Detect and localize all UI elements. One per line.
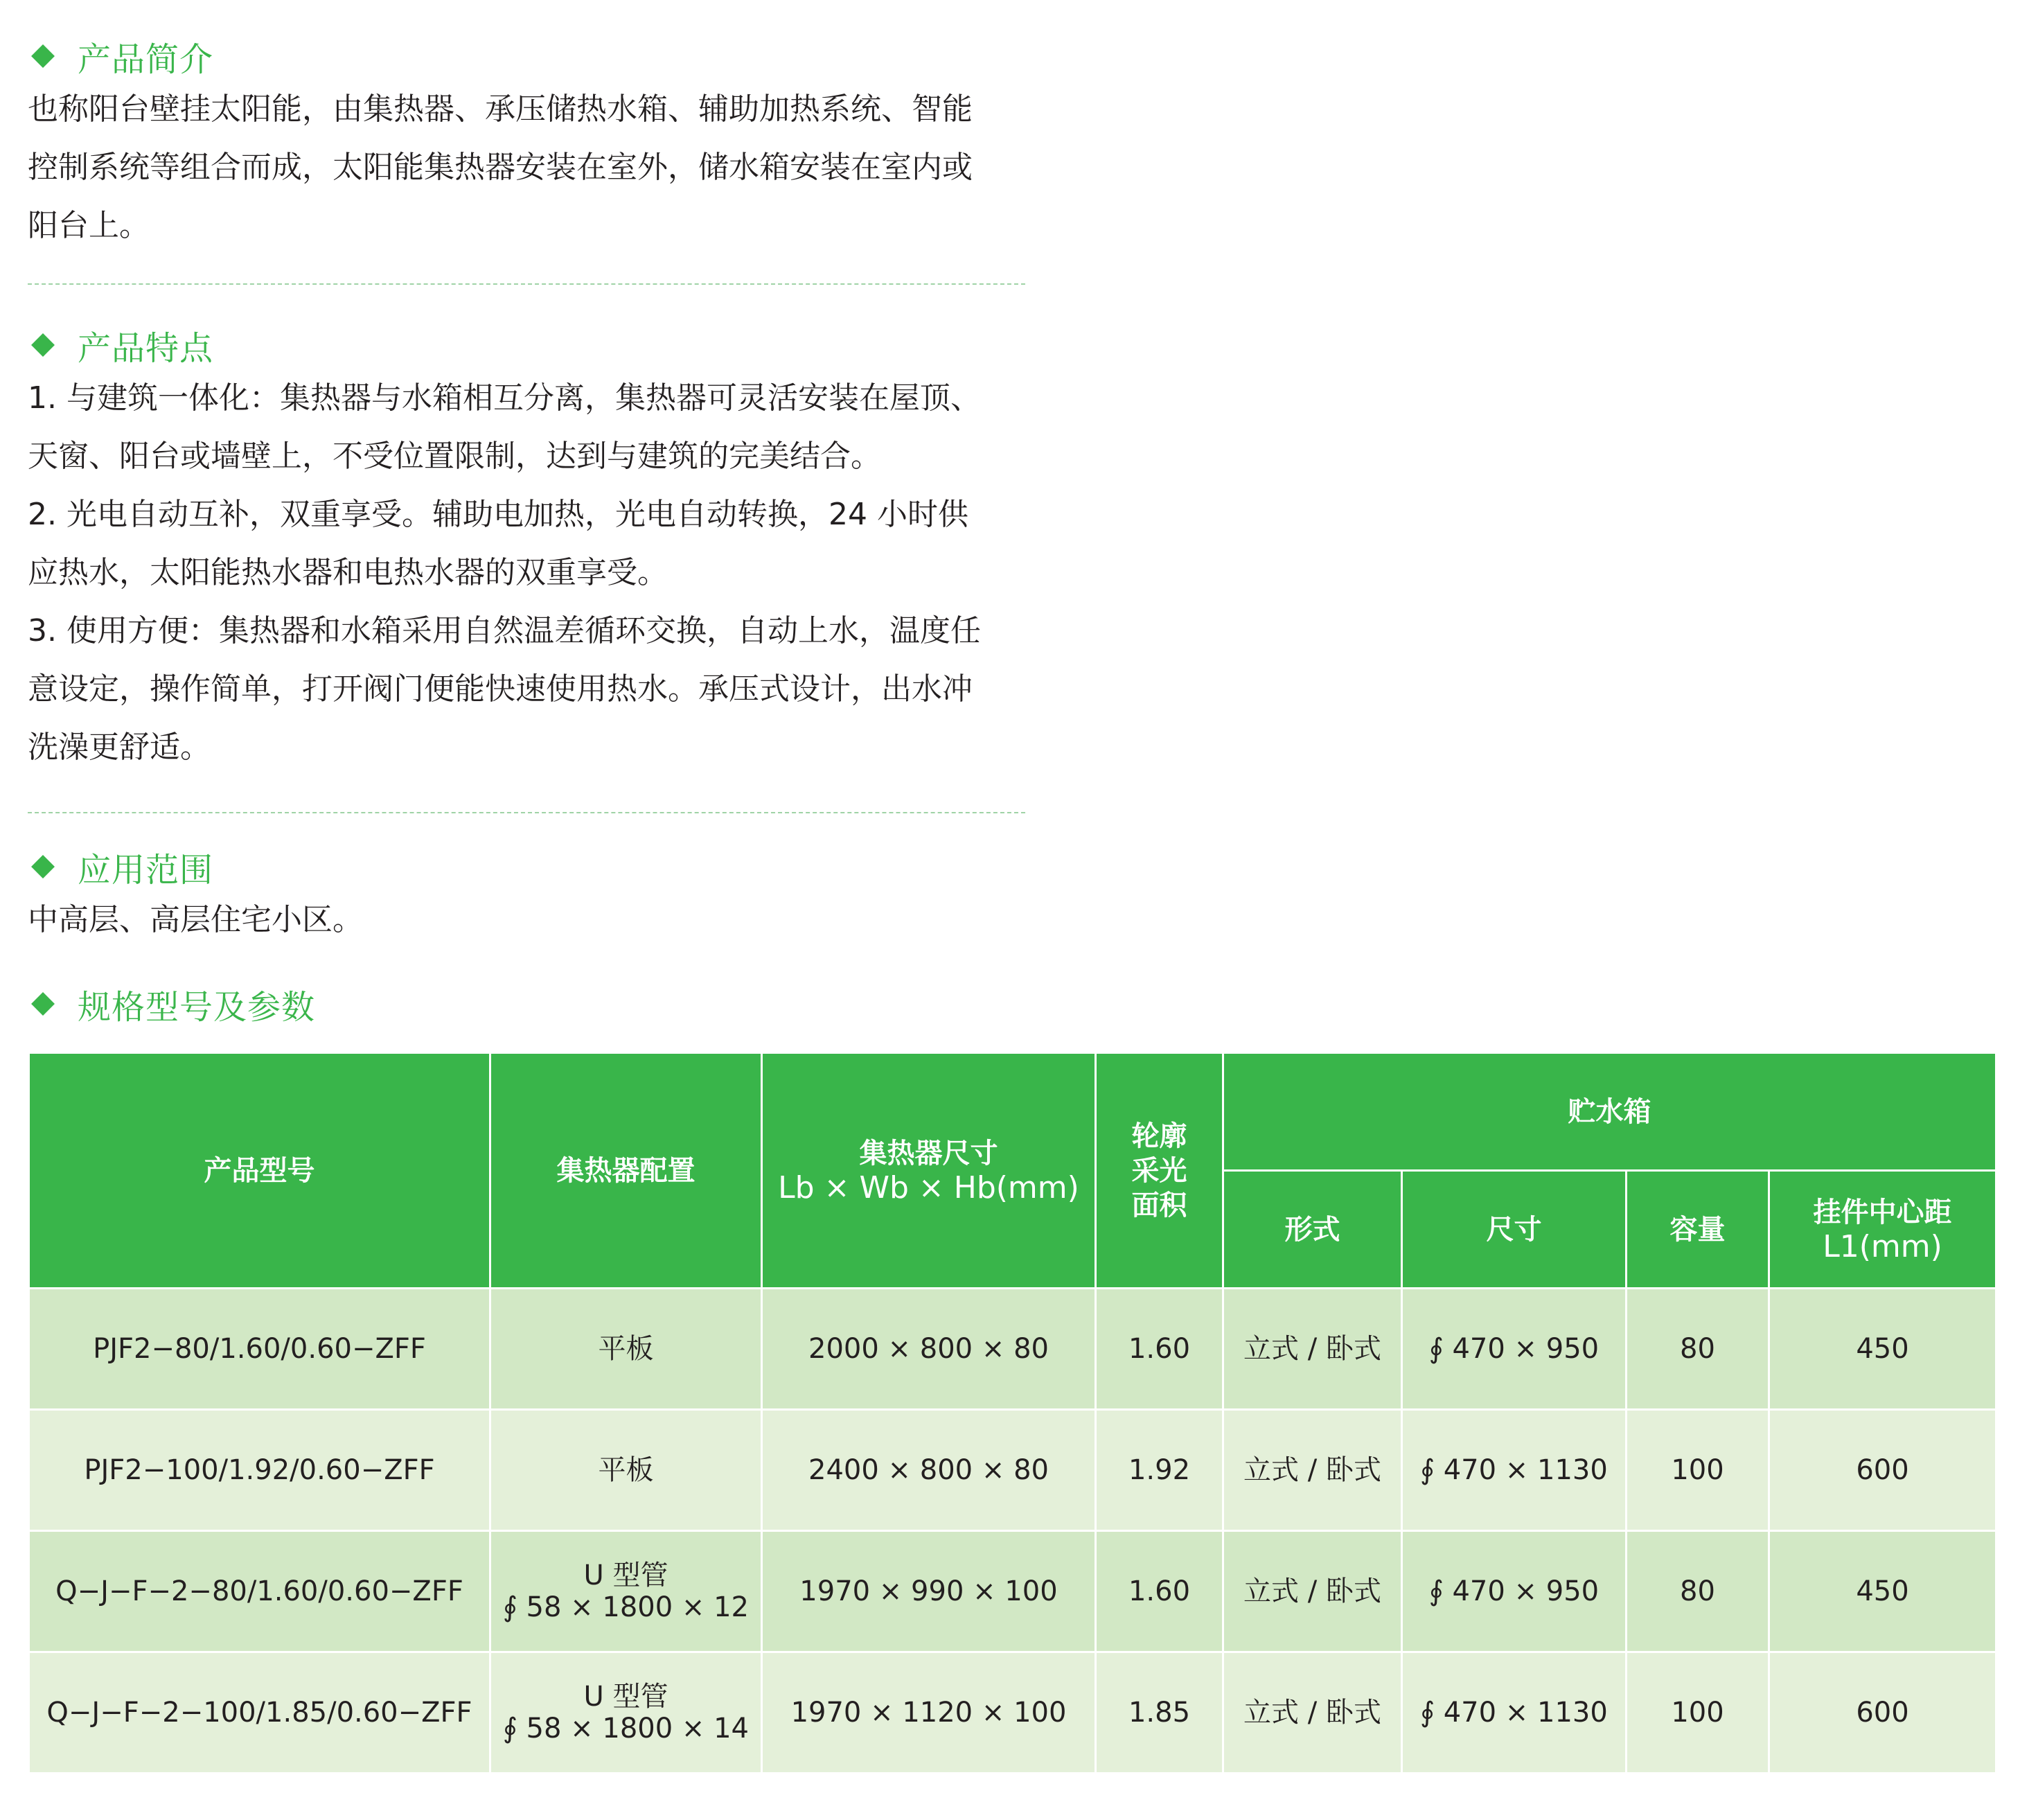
cell-model: PJF2−80/1.60/0.60−ZFF (29, 1289, 490, 1410)
table-row (29, 1531, 1996, 1652)
features-line: 2. 光电自动互补，双重享受。辅助电加热，光电自动转换，24 小时供 (28, 497, 968, 532)
intro-title: 产品简介 (78, 39, 214, 79)
application-heading (28, 842, 1032, 891)
cell-collector-size: 2000 × 800 × 80 (762, 1289, 1096, 1410)
cell-area: 1.60 (1096, 1289, 1223, 1410)
header-tank-capacity: 容量 (1627, 1171, 1769, 1289)
section-divider (28, 283, 1025, 285)
specs-title: 规格型号及参数 (78, 987, 316, 1027)
cell-tank-size: ∮ 470 × 950 (1402, 1531, 1627, 1652)
cell-tank-size: ∮ 470 × 1130 (1402, 1652, 1627, 1774)
cell-area: 1.60 (1096, 1531, 1223, 1652)
cell-form: 立式 / 卧式 (1223, 1410, 1402, 1531)
cell-collector-size: 1970 × 1120 × 100 (762, 1652, 1096, 1774)
cell-mount: 450 (1769, 1531, 1996, 1652)
cell-config-type: 平板 (598, 1454, 654, 1486)
cell-config-spec: ∮ 58 × 1800 × 14 (502, 1713, 750, 1744)
cell-tank-size: ∮ 470 × 950 (1402, 1289, 1627, 1410)
specs-heading (28, 980, 1032, 1028)
specs-section (28, 980, 1032, 1028)
intro-line: 阳台上。 (28, 208, 150, 243)
green-diamond-icon (31, 855, 55, 878)
header-collector-config: 集热器配置 (490, 1053, 762, 1289)
cell-area: 1.85 (1096, 1652, 1223, 1774)
intro-section (28, 32, 1032, 255)
spec-table (28, 1052, 1997, 1774)
cell-config-type: U 型管 (583, 1560, 668, 1591)
cell-config (490, 1531, 762, 1652)
application-section (28, 842, 1032, 949)
features-line: 洗澡更舒适。 (28, 730, 211, 765)
application-text: 中高层、高层住宅小区。 (28, 902, 363, 937)
green-diamond-icon (31, 333, 55, 357)
header-area-line: 采光 (1131, 1154, 1187, 1187)
features-line: 天窗、阳台或墙壁上，不受位置限制，达到与建筑的完美结合。 (28, 439, 881, 474)
header-mount-distance (1769, 1171, 1996, 1289)
cell-capacity: 80 (1627, 1289, 1769, 1410)
features-line: 3. 使用方便：集热器和水箱采用自然温差循环交换，自动上水，温度任 (28, 613, 981, 648)
features-line: 1. 与建筑一体化：集热器与水箱相互分离，集热器可灵活安装在屋顶、 (28, 380, 981, 416)
cell-collector-size: 1970 × 990 × 100 (762, 1531, 1096, 1652)
intro-heading (28, 32, 1032, 80)
header-area-line: 轮廓 (1131, 1120, 1187, 1152)
cell-mount: 600 (1769, 1410, 1996, 1531)
features-line: 应热水，太阳能热水器和电热水器的双重享受。 (28, 555, 668, 590)
cell-capacity: 100 (1627, 1652, 1769, 1774)
features-section (28, 321, 1032, 777)
header-area-line: 面积 (1131, 1189, 1187, 1221)
header-mount-unit: L1(mm) (1823, 1228, 1942, 1264)
green-diamond-icon (31, 992, 55, 1016)
cell-config (490, 1652, 762, 1774)
intro-line: 也称阳台壁挂太阳能，由集热器、承压储热水箱、辅助加热系统、智能 (28, 91, 973, 127)
cell-form: 立式 / 卧式 (1223, 1652, 1402, 1774)
cell-area: 1.92 (1096, 1410, 1223, 1531)
header-collector-size-unit: Lb × Wb × Hb(mm) (778, 1169, 1079, 1205)
cell-model: Q−J−F−2−100/1.85/0.60−ZFF (29, 1652, 490, 1774)
section-divider (28, 812, 1025, 813)
cell-form: 立式 / 卧式 (1223, 1531, 1402, 1652)
header-collector-size (762, 1053, 1096, 1289)
header-tank: 贮水箱 (1223, 1053, 1996, 1171)
cell-model: Q−J−F−2−80/1.60/0.60−ZFF (29, 1531, 490, 1652)
cell-config-type: 平板 (598, 1333, 654, 1365)
cell-form: 立式 / 卧式 (1223, 1289, 1402, 1410)
cell-capacity: 80 (1627, 1531, 1769, 1652)
application-title: 应用范围 (78, 850, 214, 890)
features-title: 产品特点 (78, 328, 214, 368)
cell-config-spec: ∮ 58 × 1800 × 12 (502, 1591, 750, 1623)
features-heading (28, 321, 1032, 369)
table-row (29, 1652, 1996, 1774)
cell-collector-size: 2400 × 800 × 80 (762, 1410, 1096, 1531)
cell-config (490, 1289, 762, 1410)
table-row (29, 1410, 1996, 1531)
features-line: 意设定，操作简单，打开阀门便能快速使用热水。承压式设计，出水冲 (28, 671, 973, 707)
header-collector-size-label: 集热器尺寸 (859, 1137, 998, 1169)
header-model: 产品型号 (29, 1053, 490, 1289)
cell-config-type: U 型管 (583, 1681, 668, 1713)
cell-model: PJF2−100/1.92/0.60−ZFF (29, 1410, 490, 1531)
cell-mount: 450 (1769, 1289, 1996, 1410)
intro-line: 控制系统等组合而成，太阳能集热器安装在室外，储水箱安装在室内或 (28, 150, 973, 185)
header-area (1096, 1053, 1223, 1289)
green-diamond-icon (31, 44, 55, 68)
table-row (29, 1289, 1996, 1410)
header-mount-label: 挂件中心距 (1813, 1196, 1952, 1228)
header-tank-size: 尺寸 (1402, 1171, 1627, 1289)
cell-mount: 600 (1769, 1652, 1996, 1774)
cell-tank-size: ∮ 470 × 1130 (1402, 1410, 1627, 1531)
cell-capacity: 100 (1627, 1410, 1769, 1531)
cell-config (490, 1410, 762, 1531)
header-tank-form: 形式 (1223, 1171, 1402, 1289)
